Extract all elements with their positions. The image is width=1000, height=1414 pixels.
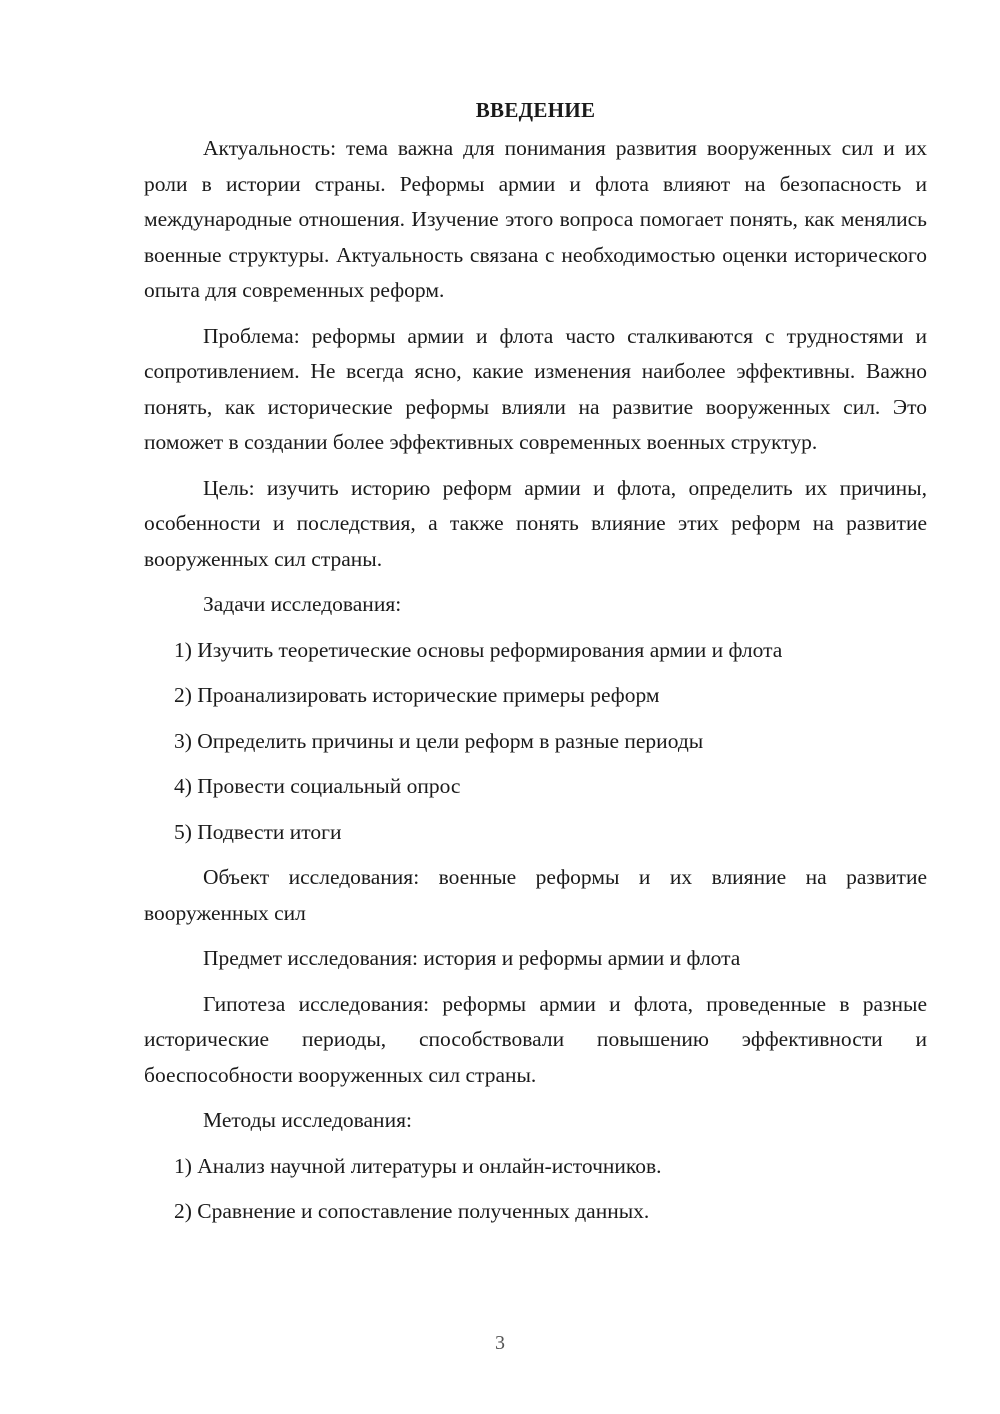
methods-list (144, 1149, 927, 1230)
goal-paragraph: Цель: изучить историю реформ армии и флота, определить их причины, особенности и последствия, а также понять влияние этих реформ на развитие вооруженных сил страны. (144, 475, 927, 571)
section-heading: ВВЕДЕНИЕ (475, 98, 596, 122)
list-item: 2) Проанализировать исторические примеры реформ (174, 683, 660, 707)
list-item: 3) Определить причины и цели реформ в разные периоды (174, 728, 704, 753)
hypothesis-paragraph: Гипотеза исследования: реформы армии и флота, проведенные в разные исторические периоды, способствовали повышению эффективности и боеспособности вооруженных сил страны. (144, 991, 927, 1087)
relevance-paragraph: Актуальность: тема важна для понимания развития вооруженных сил и их роли в истории страны. Реформы армии и флота влияют на безопасность и международные отношения. Изучение этого вопроса помогает понять, как менялись военные структуры. Актуальность связана с необходимостью оценки исторического опыта для современных реформ. (144, 136, 927, 302)
list-item: 2) Сравнение и сопоставление полученных данных. (174, 1199, 650, 1223)
problem-paragraph: Проблема: реформы армии и флота часто сталкиваются с трудностями и сопротивлением. Не всегда ясно, какие изменения наиболее эффективны. Важно понять, как исторические реформы влияли на развитие вооруженных сил. Это поможет в создании более эффективных современных военных структур. (144, 323, 927, 454)
object-paragraph: Объект исследования: военные реформы и их влияние на развитие вооруженных сил (144, 865, 927, 925)
list-item: 1) Анализ научной литературы и онлайн-источников. (174, 1153, 662, 1178)
tasks-title: Задачи исследования: (203, 592, 402, 616)
list-item: 1) Изучить теоретические основы реформирования армии и флота (174, 637, 783, 662)
document-page (144, 95, 927, 1240)
page-number: 3 (495, 1332, 505, 1354)
subject-paragraph: Предмет исследования: история и реформы армии и флота (203, 946, 741, 970)
tasks-list (144, 633, 927, 851)
list-item: 4) Провести социальный опрос (174, 774, 461, 798)
list-item: 5) Подвести итоги (174, 819, 342, 844)
methods-title: Методы исследования: (203, 1108, 412, 1132)
